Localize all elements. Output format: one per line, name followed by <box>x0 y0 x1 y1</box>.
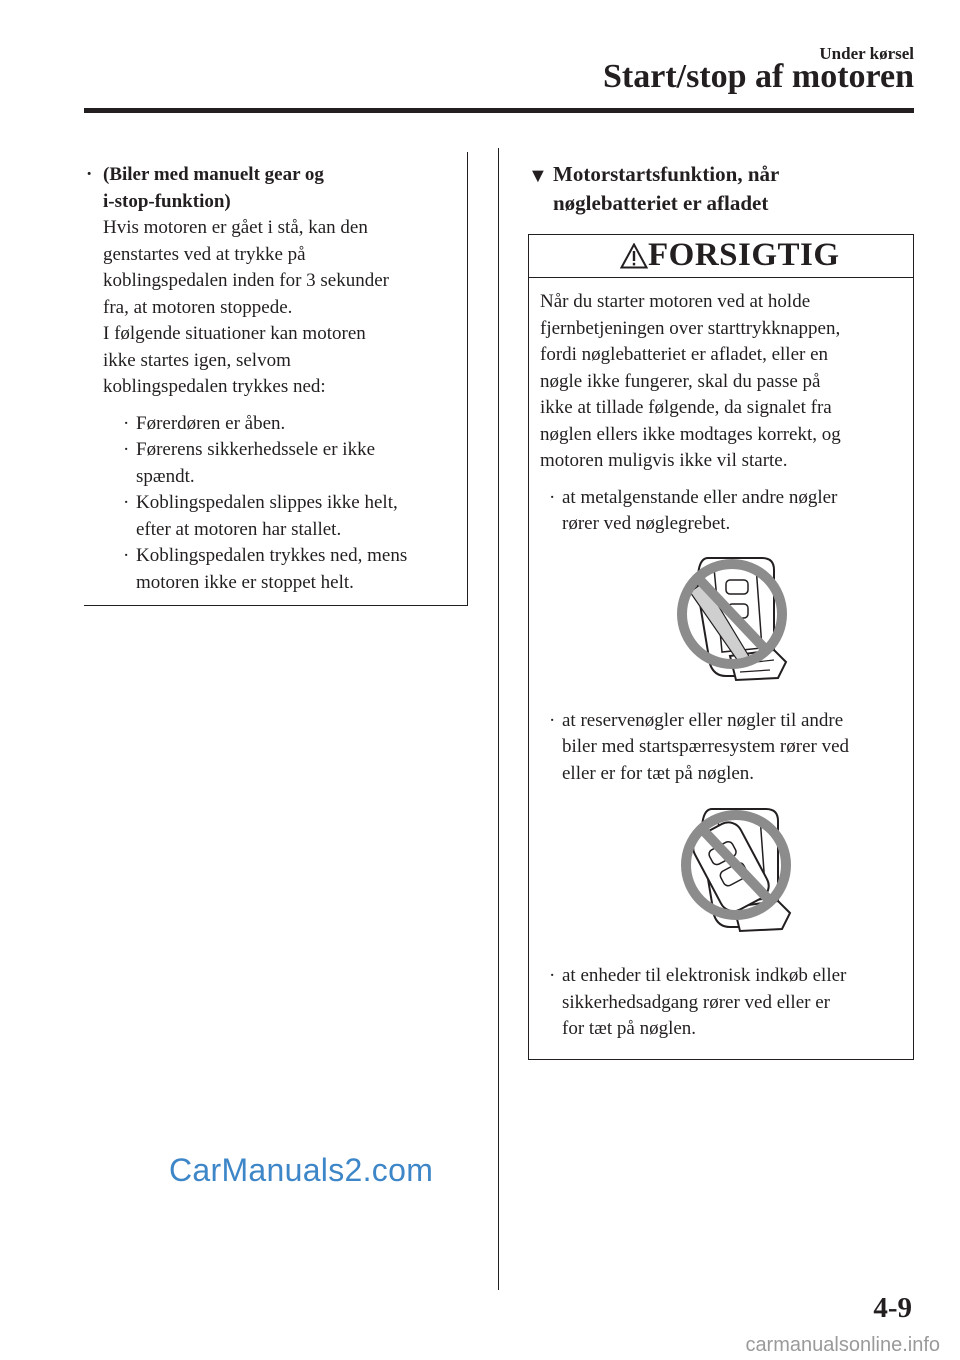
text-line: for tæt på nøglen. <box>562 1018 697 1039</box>
text-line: efter at motoren har stallet. <box>136 518 342 540</box>
section-title-line: nøglebatteriet er afladet <box>553 191 769 215</box>
text-line: at reservenøgler eller nøgler til andre <box>562 709 844 731</box>
heading-line: (Biler med manuelt gear og <box>103 164 324 185</box>
text-line: Når du starter motoren ved at holde <box>540 291 811 312</box>
text-line: spændt. <box>136 465 195 487</box>
header-rule <box>84 108 914 113</box>
text-line: motoren ikke er stoppet helt. <box>136 571 354 593</box>
text-line: fra, at motoren stoppede. <box>103 296 293 318</box>
text-line: ikke startes igen, selvom <box>103 349 291 371</box>
text-line: eller er for tæt på nøglen. <box>562 762 755 784</box>
bullet-icon: · <box>86 164 93 185</box>
text-line: at enheder til elektronisk indkøb eller <box>562 965 847 986</box>
manual-gear-box <box>84 152 468 606</box>
list-item <box>540 485 912 538</box>
key-illustration <box>540 538 912 708</box>
conditions-paragraph <box>84 321 460 401</box>
text-line: koblingspedalen inden for 3 sekunder <box>103 270 389 291</box>
text-line: Førerdøren er åben. <box>136 412 286 434</box>
list-item <box>84 543 460 596</box>
caution-intro <box>540 289 912 475</box>
manual-gear-body <box>84 162 460 596</box>
caution-title: FORSIGTIG <box>648 237 840 273</box>
text-line: nøgle ikke fungerer, skal du passe på <box>540 370 821 392</box>
text-line: rører ved nøglegrebet. <box>562 513 731 534</box>
text-line: koblingspedalen trykkes ned: <box>103 376 326 397</box>
caution-box <box>528 234 914 1060</box>
section-title-line: Motorstartsfunktion, når <box>553 162 780 186</box>
key-fob-prohibited-icon <box>674 803 798 943</box>
text-line: genstartes ved at trykke på <box>103 243 306 265</box>
key-fob-prohibited-icon <box>670 552 794 692</box>
restart-paragraph <box>84 215 460 321</box>
text-line: nøglen ellers ikke modtages korrekt, og <box>540 423 841 445</box>
text-line: sikkerhedsadgang rører ved eller er <box>562 991 830 1013</box>
caution-header <box>529 235 913 278</box>
list-item <box>540 963 912 1043</box>
text-line: at metalgenstande eller andre nøgler <box>562 486 838 508</box>
list-item <box>84 490 460 543</box>
text-line: Førerens sikkerhedssele er ikke <box>136 439 376 460</box>
bullet-icon: · <box>549 709 556 731</box>
list-item <box>540 708 912 788</box>
text-line: Koblingspedalen slippes ikke helt, <box>136 492 398 513</box>
header-section: Under kørsel <box>819 44 914 63</box>
column-divider <box>498 148 499 1290</box>
text-line: fordi nøglebatteriet er afladet, eller en <box>540 344 829 365</box>
caution-body <box>540 289 912 1043</box>
bullet-icon: · <box>549 486 556 508</box>
text-line: biler med startspærresystem rører ved <box>562 736 850 757</box>
text-line: Koblingspedalen trykkes ned, mens <box>136 545 408 566</box>
bullet-icon: · <box>123 492 130 513</box>
text-line: Hvis motoren er gået i stå, kan den <box>103 217 368 238</box>
key-illustration <box>540 787 912 963</box>
watermark: CarManuals2.com <box>169 1152 434 1188</box>
warning-triangle-icon <box>620 243 648 269</box>
page-title: Start/stop af motoren <box>603 58 914 95</box>
conditions-list <box>84 411 460 597</box>
page-number: 4-9 <box>873 1292 912 1324</box>
list-item <box>84 411 460 438</box>
text-line: I følgende situationer kan motoren <box>103 323 366 344</box>
section-marker-icon: ▼ <box>528 165 548 187</box>
bullet-icon: · <box>123 439 130 460</box>
text-line: fjernbetjeningen over starttrykknappen, <box>540 317 841 339</box>
footer-link[interactable]: carmanualsonline.info <box>745 1334 940 1356</box>
bullet-icon: · <box>123 412 130 434</box>
section-heading <box>528 160 908 218</box>
manual-gear-heading <box>84 162 460 215</box>
bullet-icon: · <box>123 545 130 566</box>
bullet-icon: · <box>549 965 556 986</box>
heading-line: i-stop-funktion) <box>103 190 231 212</box>
text-line: motoren muligvis ikke vil starte. <box>540 450 788 471</box>
list-item <box>84 437 460 490</box>
text-line: ikke at tillade følgende, da signalet fra <box>540 397 832 418</box>
